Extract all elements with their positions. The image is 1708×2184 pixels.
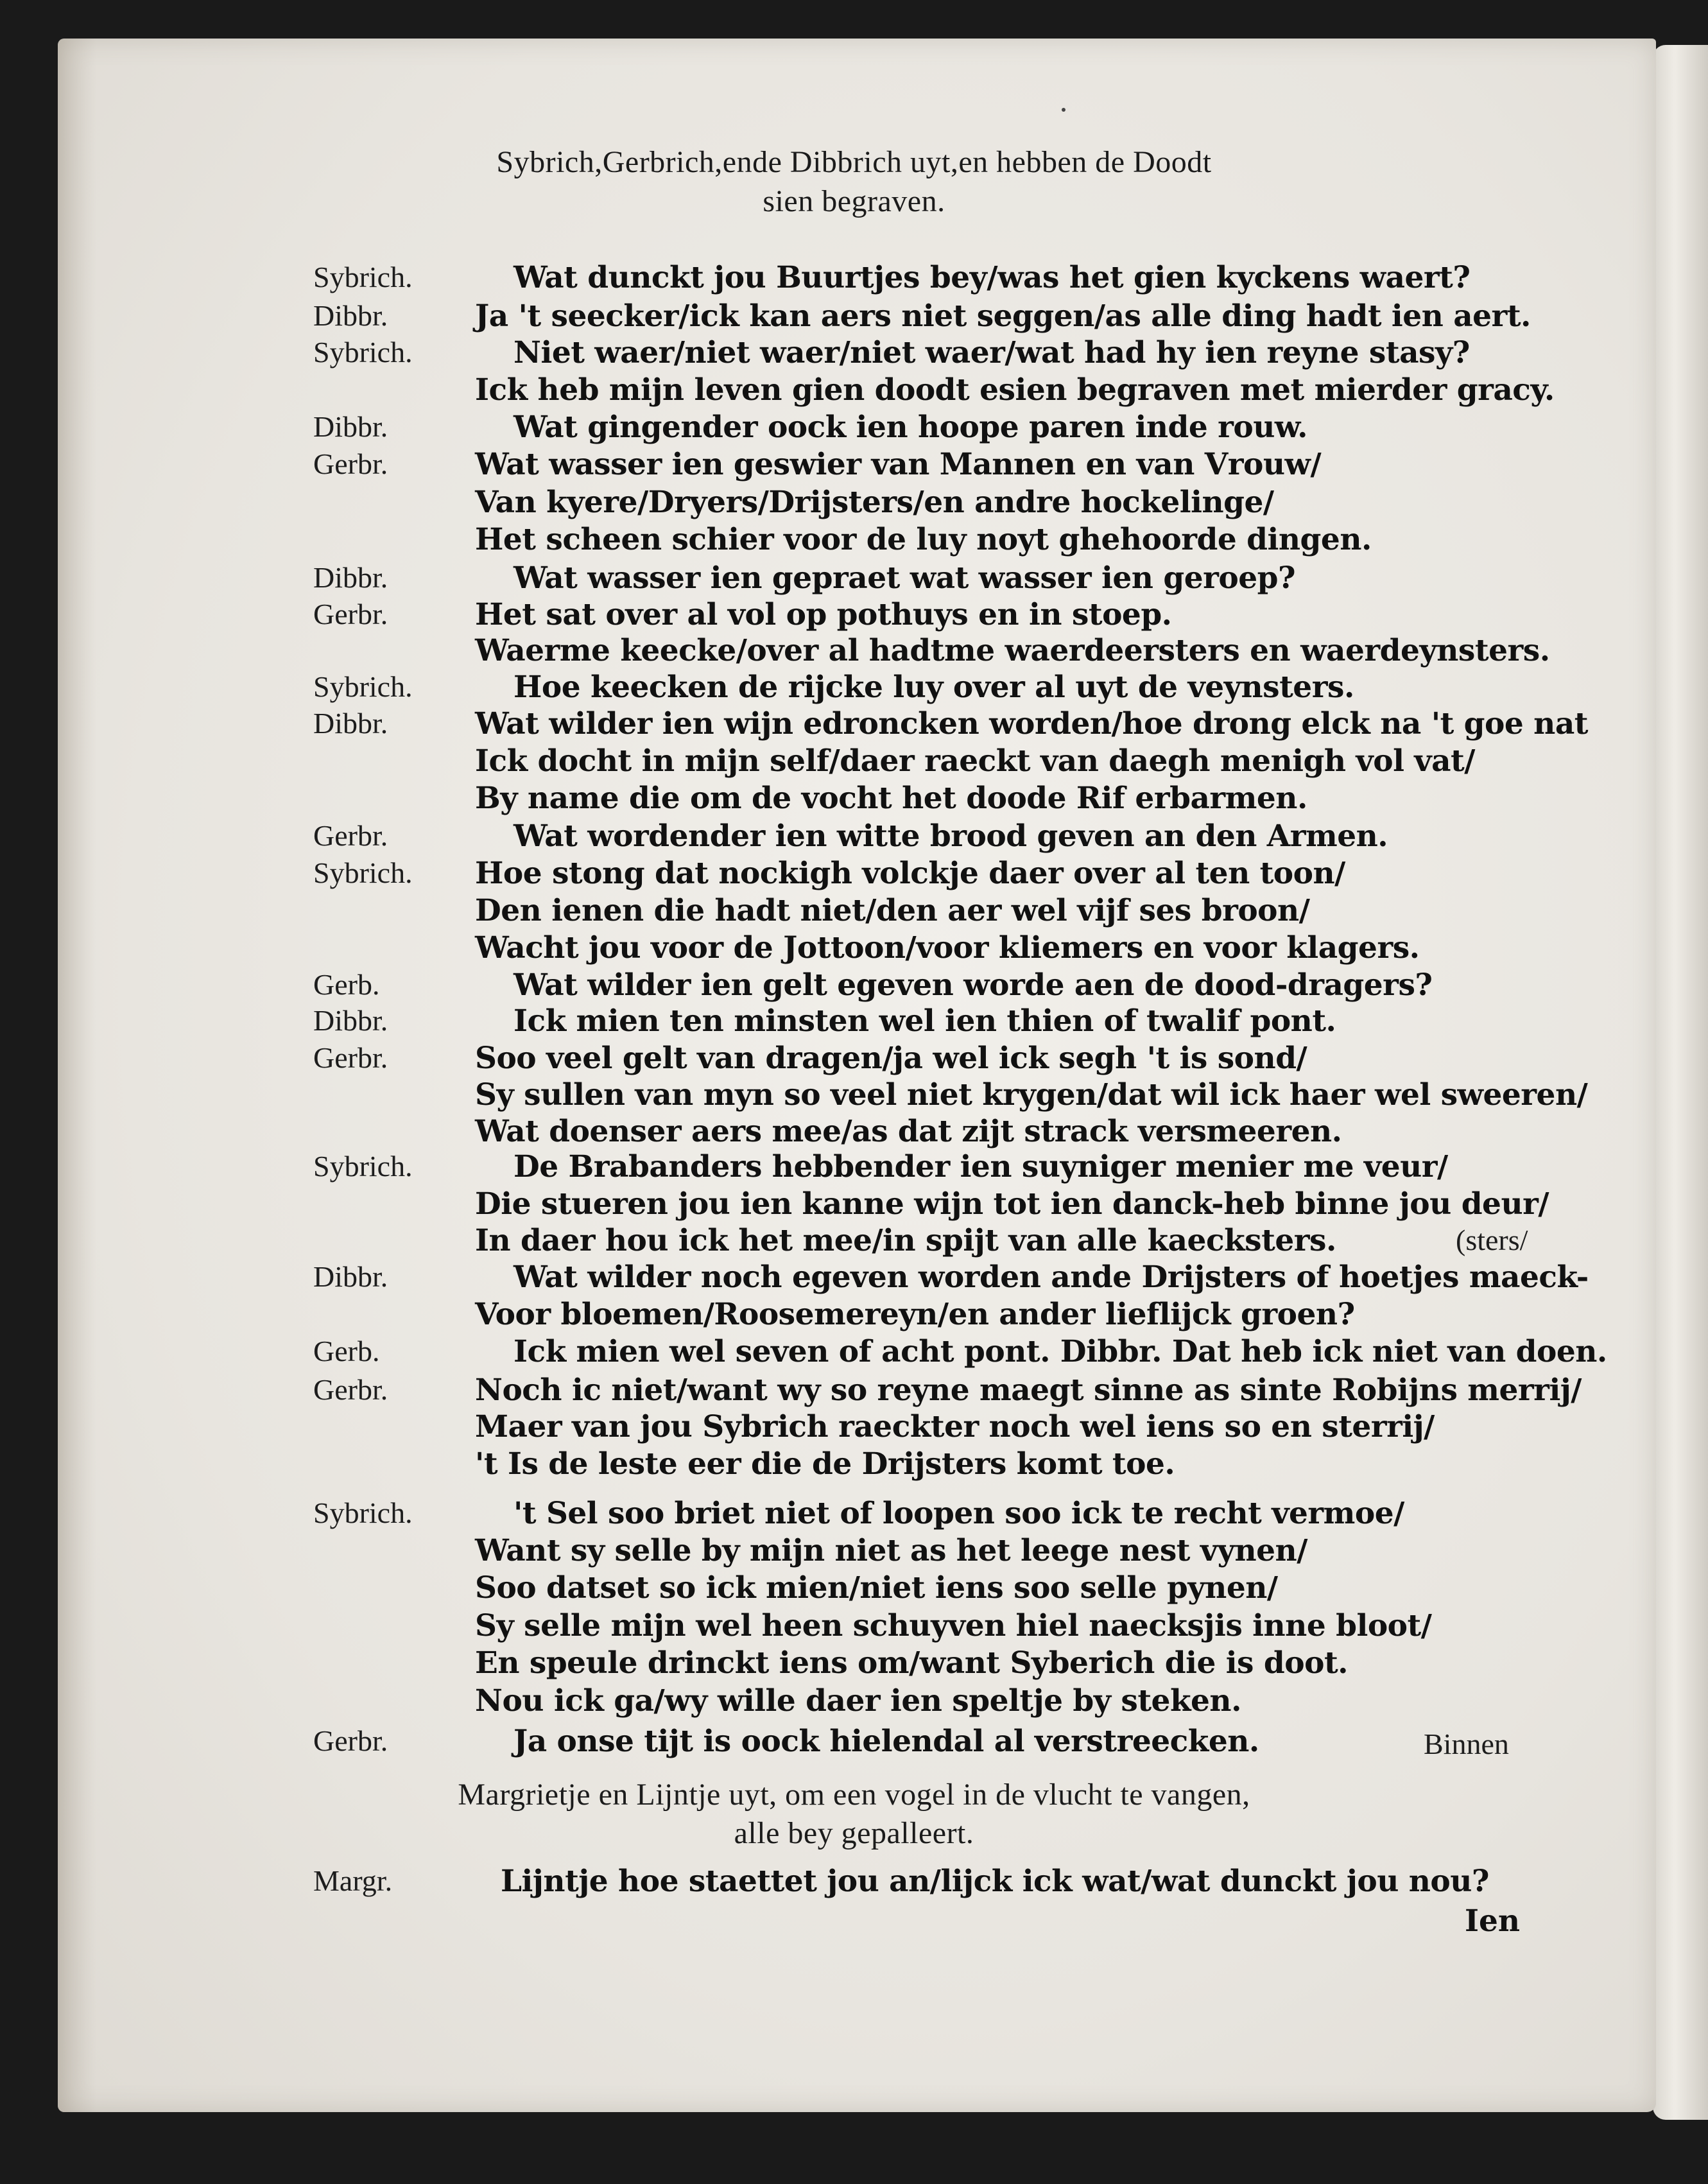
speaker-label: Gerbr.	[313, 1041, 388, 1074]
verse-line: Hoe stong dat nockigh volckje daer over al ten toon/	[475, 856, 1345, 891]
speaker-label: Gerbr.	[313, 447, 388, 480]
verse-line: In daer hou ick het mee/in spijt van alle kaecksters.	[475, 1223, 1336, 1258]
speaker-label: Gerb.	[313, 1335, 380, 1367]
verse-line: Lijntje hoe staettet jou an/lijck ick wat/wat dunckt jou nou?	[501, 1864, 1489, 1899]
speaker-label: Gerb.	[313, 968, 380, 1001]
stage-direction-line-2: alle bey gepalleert.	[734, 1816, 974, 1850]
verse-line: Het sat over al vol op pothuys en in stoep.	[475, 597, 1172, 632]
verse-line: Voor bloemen/Roosemereyn/en ander lieflijck groen?	[475, 1297, 1355, 1332]
verse-line: Ick heb mijn leven gien doodt esien begraven met mierder gracy.	[475, 372, 1555, 408]
verse-line: Ja onse tijt is oock hielendal al verstreecken.	[513, 1724, 1259, 1759]
verse-line: Ja 't seecker/ick kan aers niet seggen/as alle ding hadt ien aert.	[475, 299, 1531, 334]
verse-line: De Brabanders hebbender ien suyniger menier me veur/	[513, 1149, 1448, 1184]
verse-line: Wat wordender ien witte brood geven an den Armen.	[513, 819, 1388, 854]
verse-line: Wat gingender oock ien hoope paren inde rouw.	[513, 410, 1308, 445]
verse-line: Noch ic niet/want wy so reyne maegt sinne as sinte Robijns merrij/	[475, 1373, 1582, 1408]
overflow-word: (sters/	[1456, 1224, 1528, 1256]
speaker-label: Sybrich.	[313, 670, 413, 703]
speaker-label: Gerbr.	[313, 1724, 388, 1757]
speaker-label: Sybrich.	[313, 1496, 413, 1529]
speaker-label: Dibbr.	[313, 299, 388, 332]
verse-line: Ick mien wel seven of acht pont. Dibbr. Dat heb ick niet van doen.	[513, 1334, 1607, 1369]
speaker-label: Sybrich.	[313, 856, 413, 889]
verse-line: Soo veel gelt van dragen/ja wel ick segh 't is sond/	[475, 1041, 1307, 1076]
binnen-note: Binnen	[1424, 1728, 1509, 1760]
verse-line: 't Sel soo briet niet of loopen soo ick te recht vermoe/	[513, 1496, 1404, 1531]
verse-line: Wat wilder noch egeven worden ande Drijsters of hoetjes maeck-	[513, 1260, 1589, 1295]
verse-line: Soo datset so ick mien/niet iens soo selle pynen/	[475, 1570, 1278, 1606]
verse-line: Ick mien ten minsten wel ien thien of twalif pont.	[513, 1003, 1336, 1039]
speaker-label: Gerbr.	[313, 598, 388, 630]
verse-line: Den ienen die hadt niet/den aer wel vijf ses broon/	[475, 893, 1310, 928]
verse-line: Wat doenser aers mee/as dat zijt strack versmeeren.	[475, 1114, 1342, 1149]
verse-line: Nou ick ga/wy wille daer ien speltje by steken.	[475, 1683, 1241, 1719]
verse-line: Wat wilder ien wijn edroncken worden/hoe drong elck na 't goe nat	[475, 706, 1588, 741]
verse-line: Maer van jou Sybrich raeckter noch wel iens so en sterrij/	[475, 1409, 1435, 1444]
verse-line: En speule drinckt iens om/want Syberich die is doot.	[475, 1645, 1349, 1681]
speaker-label: Sybrich.	[313, 1150, 413, 1183]
speaker-label: Gerbr.	[313, 819, 388, 852]
scene-heading-line-2: sien begraven.	[763, 184, 945, 218]
speaker-label: Dibbr.	[313, 1260, 388, 1293]
verse-line: Het scheen schier voor de luy noyt ghehoorde dingen.	[475, 522, 1372, 557]
verse-line: Wat wasser ien gepraet wat wasser ien geroep?	[513, 560, 1296, 596]
verse-line: Waerme keecke/over al hadtme waerdeersters en waerdeynsters.	[475, 633, 1550, 668]
verse-line: Van kyere/Dryers/Drijsters/en andre hockelinge/	[475, 485, 1274, 520]
scene-heading-line-1: Sybrich,Gerbrich,ende Dibbrich uyt,en hebben de Doodt	[496, 145, 1212, 179]
speaker-label: Margr.	[313, 1864, 393, 1897]
speaker-label: Dibbr.	[313, 1004, 388, 1037]
verse-line: Die stueren jou ien kanne wijn tot ien danck-heb binne jou deur/	[475, 1186, 1549, 1222]
stage-direction-line-1: Margrietje en Lijntje uyt, om een vogel in de vlucht te vangen,	[458, 1778, 1250, 1812]
verse-line: Wat wilder ien gelt egeven worde aen de dood-dragers?	[513, 967, 1433, 1003]
speaker-label: Sybrich.	[313, 336, 413, 368]
verse-line: Want sy selle by mijn niet as het leege nest vynen/	[475, 1533, 1307, 1568]
speaker-label: Gerbr.	[313, 1373, 388, 1406]
verse-line: Sy sullen van myn so veel niet krygen/dat wil ick haer wel sweeren/	[475, 1077, 1588, 1113]
verse-line: Hoe keecken de rijcke luy over al uyt de veynsters.	[513, 670, 1354, 705]
verse-line: 't Is de leste eer die de Drijsters komt toe.	[475, 1446, 1175, 1482]
verse-line: Wat dunckt jou Buurtjes bey/was het gien kyckens waert?	[513, 260, 1471, 295]
verse-line: By name die om de vocht het doode Rif erbarmen.	[475, 781, 1307, 816]
verse-line: Wacht jou voor de Jottoon/voor kliemers en voor klagers.	[475, 930, 1420, 966]
speaker-label: Dibbr.	[313, 561, 388, 594]
verse-line: Ick docht in mijn self/daer raeckt van daegh menigh vol vat/	[475, 743, 1475, 779]
verse-line: Sy selle mijn wel heen schuyven hiel naecksjis inne bloot/	[475, 1608, 1432, 1643]
verse-line: Niet waer/niet waer/niet waer/wat had hy ien reyne stasy?	[513, 335, 1470, 370]
catchword: Ien	[1465, 1903, 1521, 1939]
ink-dot	[1062, 108, 1065, 112]
verse-line: Wat wasser ien geswier van Mannen en van Vrouw/	[475, 447, 1322, 482]
speaker-label: Sybrich.	[313, 261, 413, 293]
speaker-label: Dibbr.	[313, 410, 388, 443]
speaker-label: Dibbr.	[313, 707, 388, 740]
